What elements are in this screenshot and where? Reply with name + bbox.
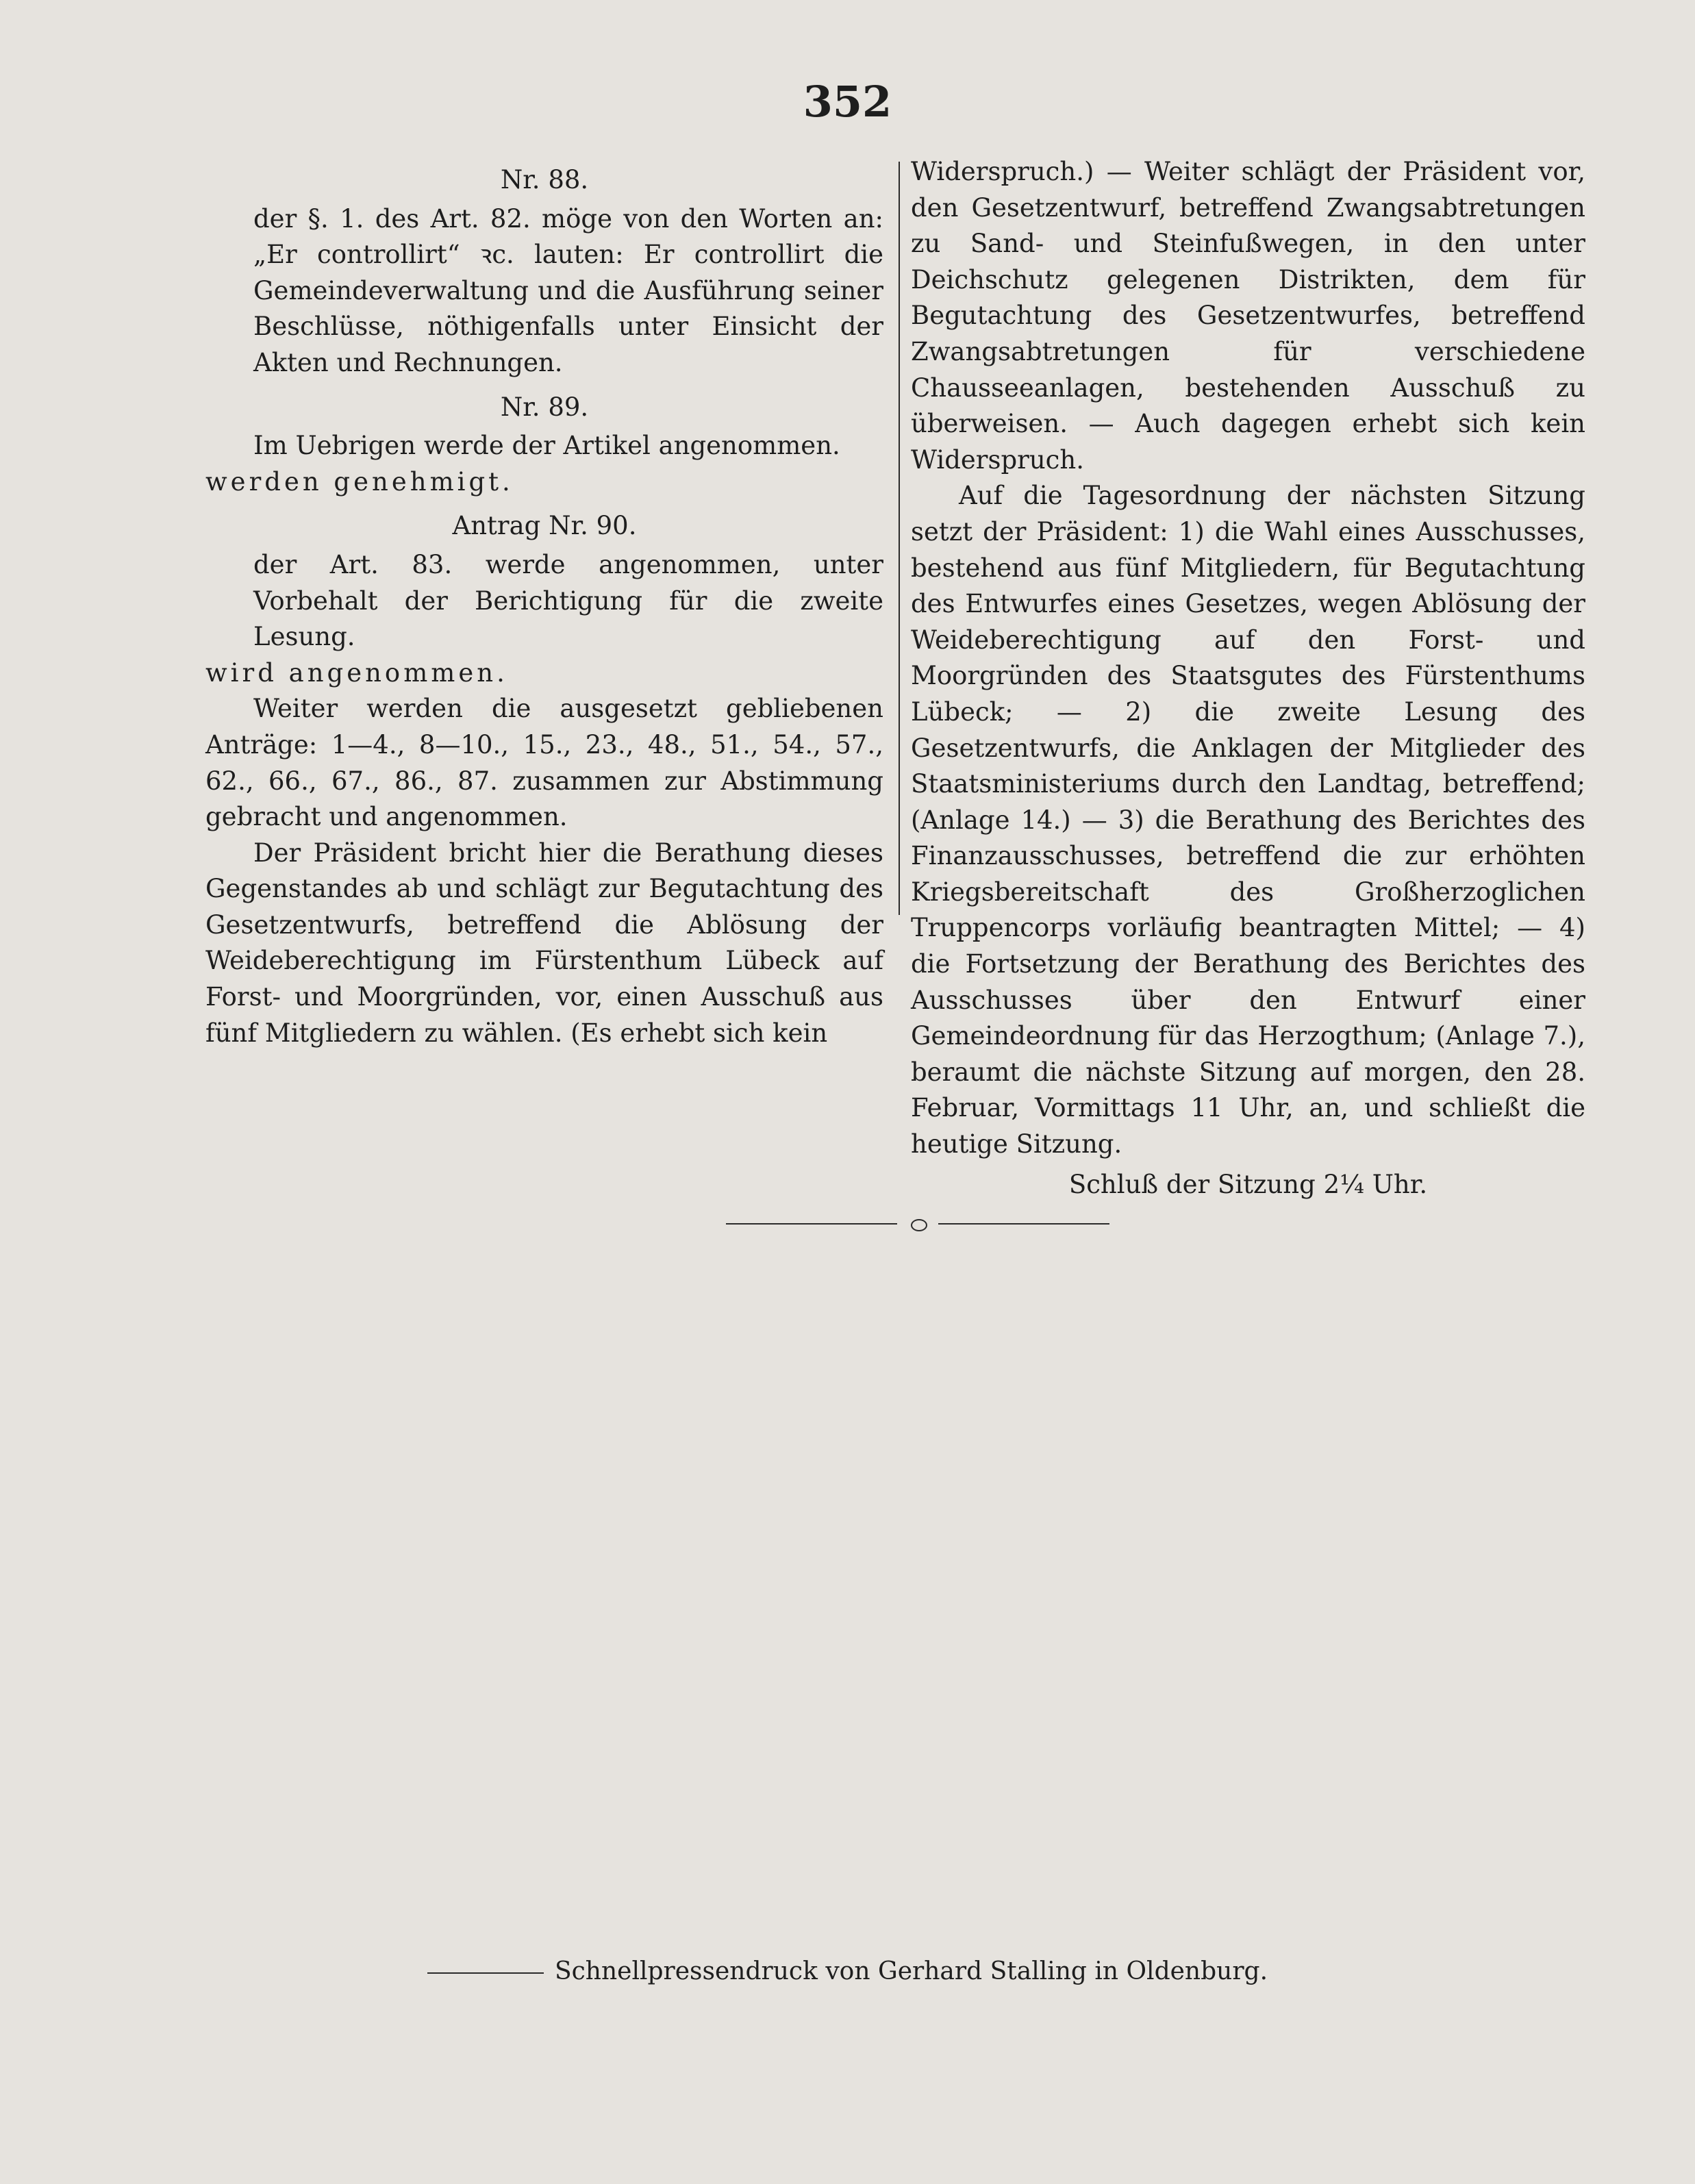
imprint-text: Schnellpressendruck von Gerhard Stalling in Oldenburg. — [554, 1957, 1268, 1985]
nr90-heading: Antrag Nr. 90. — [452, 511, 637, 541]
printer-imprint — [0, 1957, 1695, 1985]
nr89-text: Im Uebrigen werde der Artikel angenommen. — [253, 431, 840, 461]
remaining-motions-paragraph: Weiter werden die ausgesetzt gebliebenen Anträge: 1—4., 8—10., 15., 23., 48., 51., 54., 57., 62., 66., 67., 86., 87. zusammen zur Abstimmung gebracht und angenommen. — [205, 694, 883, 832]
nr90-text: der Art. 83. werde angenommen, unter Vorbehalt der Berichtigung für die zweite Lesung. — [253, 549, 883, 652]
imprint-rule — [427, 1972, 544, 1974]
divider-line-left — [726, 1223, 897, 1225]
left-column — [205, 154, 883, 1051]
president-paragraph: Der Präsident bricht hier die Berathung dieses Gegenstandes ab und schlägt zur Begutachtung des Gesetzentwurfs, betreffend die Ablösung der Weideberechtigung im Fürstenthum Lübeck auf Forst- und Moorgründen, vor, einen Ausschuß aus fünf Mitgliedern zu wählen. (Es erhebt sich kein — [205, 838, 883, 1048]
right-column — [911, 154, 1585, 1203]
nr88-text: der §. 1. des Art. 82. möge von den Worten an: „Er controllirt“ ꝛc. lauten: Er controllirt die Gemeindeverwaltung und die Ausführung seiner Beschlüsse, nöthigenfalls unter Einsicht der Akten und Rechnungen. — [253, 203, 883, 377]
nr88-heading: Nr. 88. — [500, 165, 589, 194]
agenda-paragraph: Auf die Tagesordnung der nächsten Sitzung setzt der Präsident: 1) die Wahl eines Ausschusses, bestehend aus fünf Mitgliedern, für Begutachtung des Entwurfes eines Gesetzes, wegen Ablösung der Weideberechtigung auf den Forst- und Moorgründen des Staatsgutes des Fürstenthums Lübeck; — 2) die zweite Lesung des Gesetzentwurfs, die Anklagen der Mitglieder des Staatsministeriums durch den Landtag, betreffend; (Anlage 14.) — 3) die Berathung des Berichtes des Finanzausschusses, betreffend die zur erhöhten Kriegsbereitschaft des Großherzoglichen Truppencorps vorläufig beantragten Mittel; — 4) die Fortsetzung der Berathung des Berichtes des Ausschusses über den Entwurf einer Gemeindeordnung für das Herzogthum; (Anlage 7.), beraumt die nächste Sitzung auf morgen, den 28. Februar, Vormittags 11 Uhr, an, und schließt die heutige Sitzung. — [911, 481, 1585, 1159]
continuation-paragraph: Widerspruch.) — Weiter schlägt der Präsident vor, den Gesetzentwurf, betreffend Zwangsabtretungen zu Sand- und Steinfußwegen, in den unter Deichschutz gelegenen Distrikten, dem für Begutachtung des Gesetzentwurfes, betreffend Zwangsabtretungen für verschiedene Chausseeanlagen, bestehenden Ausschuß zu überweisen. — Auch dagegen erhebt sich kein Widerspruch. — [911, 157, 1585, 475]
session-closing: Schluß der Sitzung 2¼ Uhr. — [1068, 1169, 1428, 1199]
nr90-result: wird angenommen. — [205, 657, 508, 688]
column-rule — [899, 162, 900, 915]
ornamental-divider — [726, 1218, 1109, 1230]
nr89-result: werden genehmigt. — [205, 466, 514, 497]
nr89-heading: Nr. 89. — [500, 392, 589, 422]
page-number: 352 — [803, 77, 892, 127]
divider-line-right — [938, 1223, 1109, 1225]
divider-ornament-icon — [904, 1218, 931, 1230]
